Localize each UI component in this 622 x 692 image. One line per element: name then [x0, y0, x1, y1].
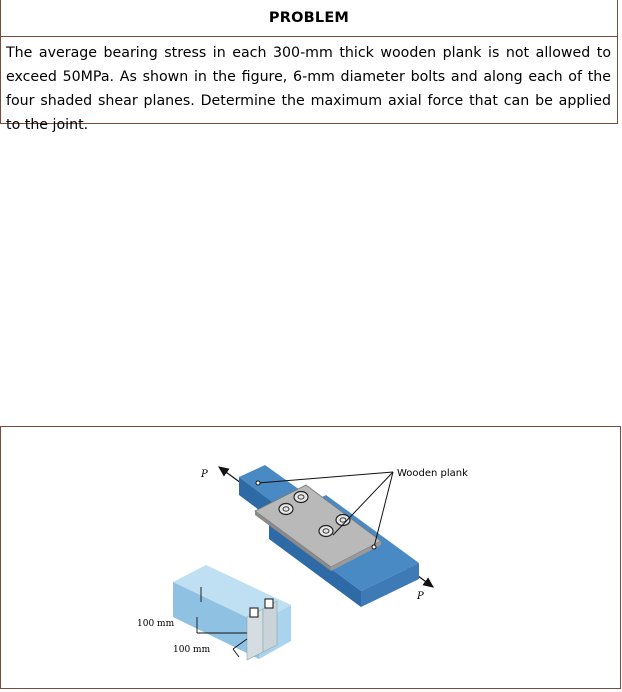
dimension-label-height: 100 mm	[137, 619, 175, 629]
wooden-plank-label: Wooden plank	[397, 468, 468, 479]
force-arrow-top	[219, 467, 241, 483]
dimension-label-length: 100 mm	[173, 645, 211, 655]
force-label-bottom: P	[417, 591, 424, 602]
problem-heading: PROBLEM	[1, 0, 617, 37]
problem-statement: The average bearing stress in each 300-mm thick wooden plank is not allowed to exceed 50MPa. As shown in the figure, 6-mm diameter bolts and along each of the four shaded shear planes. Determine the maximum axial force that can be applied to the joint.	[6, 45, 611, 133]
joint-diagram	[1, 427, 622, 690]
figure-box	[0, 426, 621, 689]
force-label-top: P	[201, 469, 208, 480]
problem-box	[0, 0, 618, 133]
